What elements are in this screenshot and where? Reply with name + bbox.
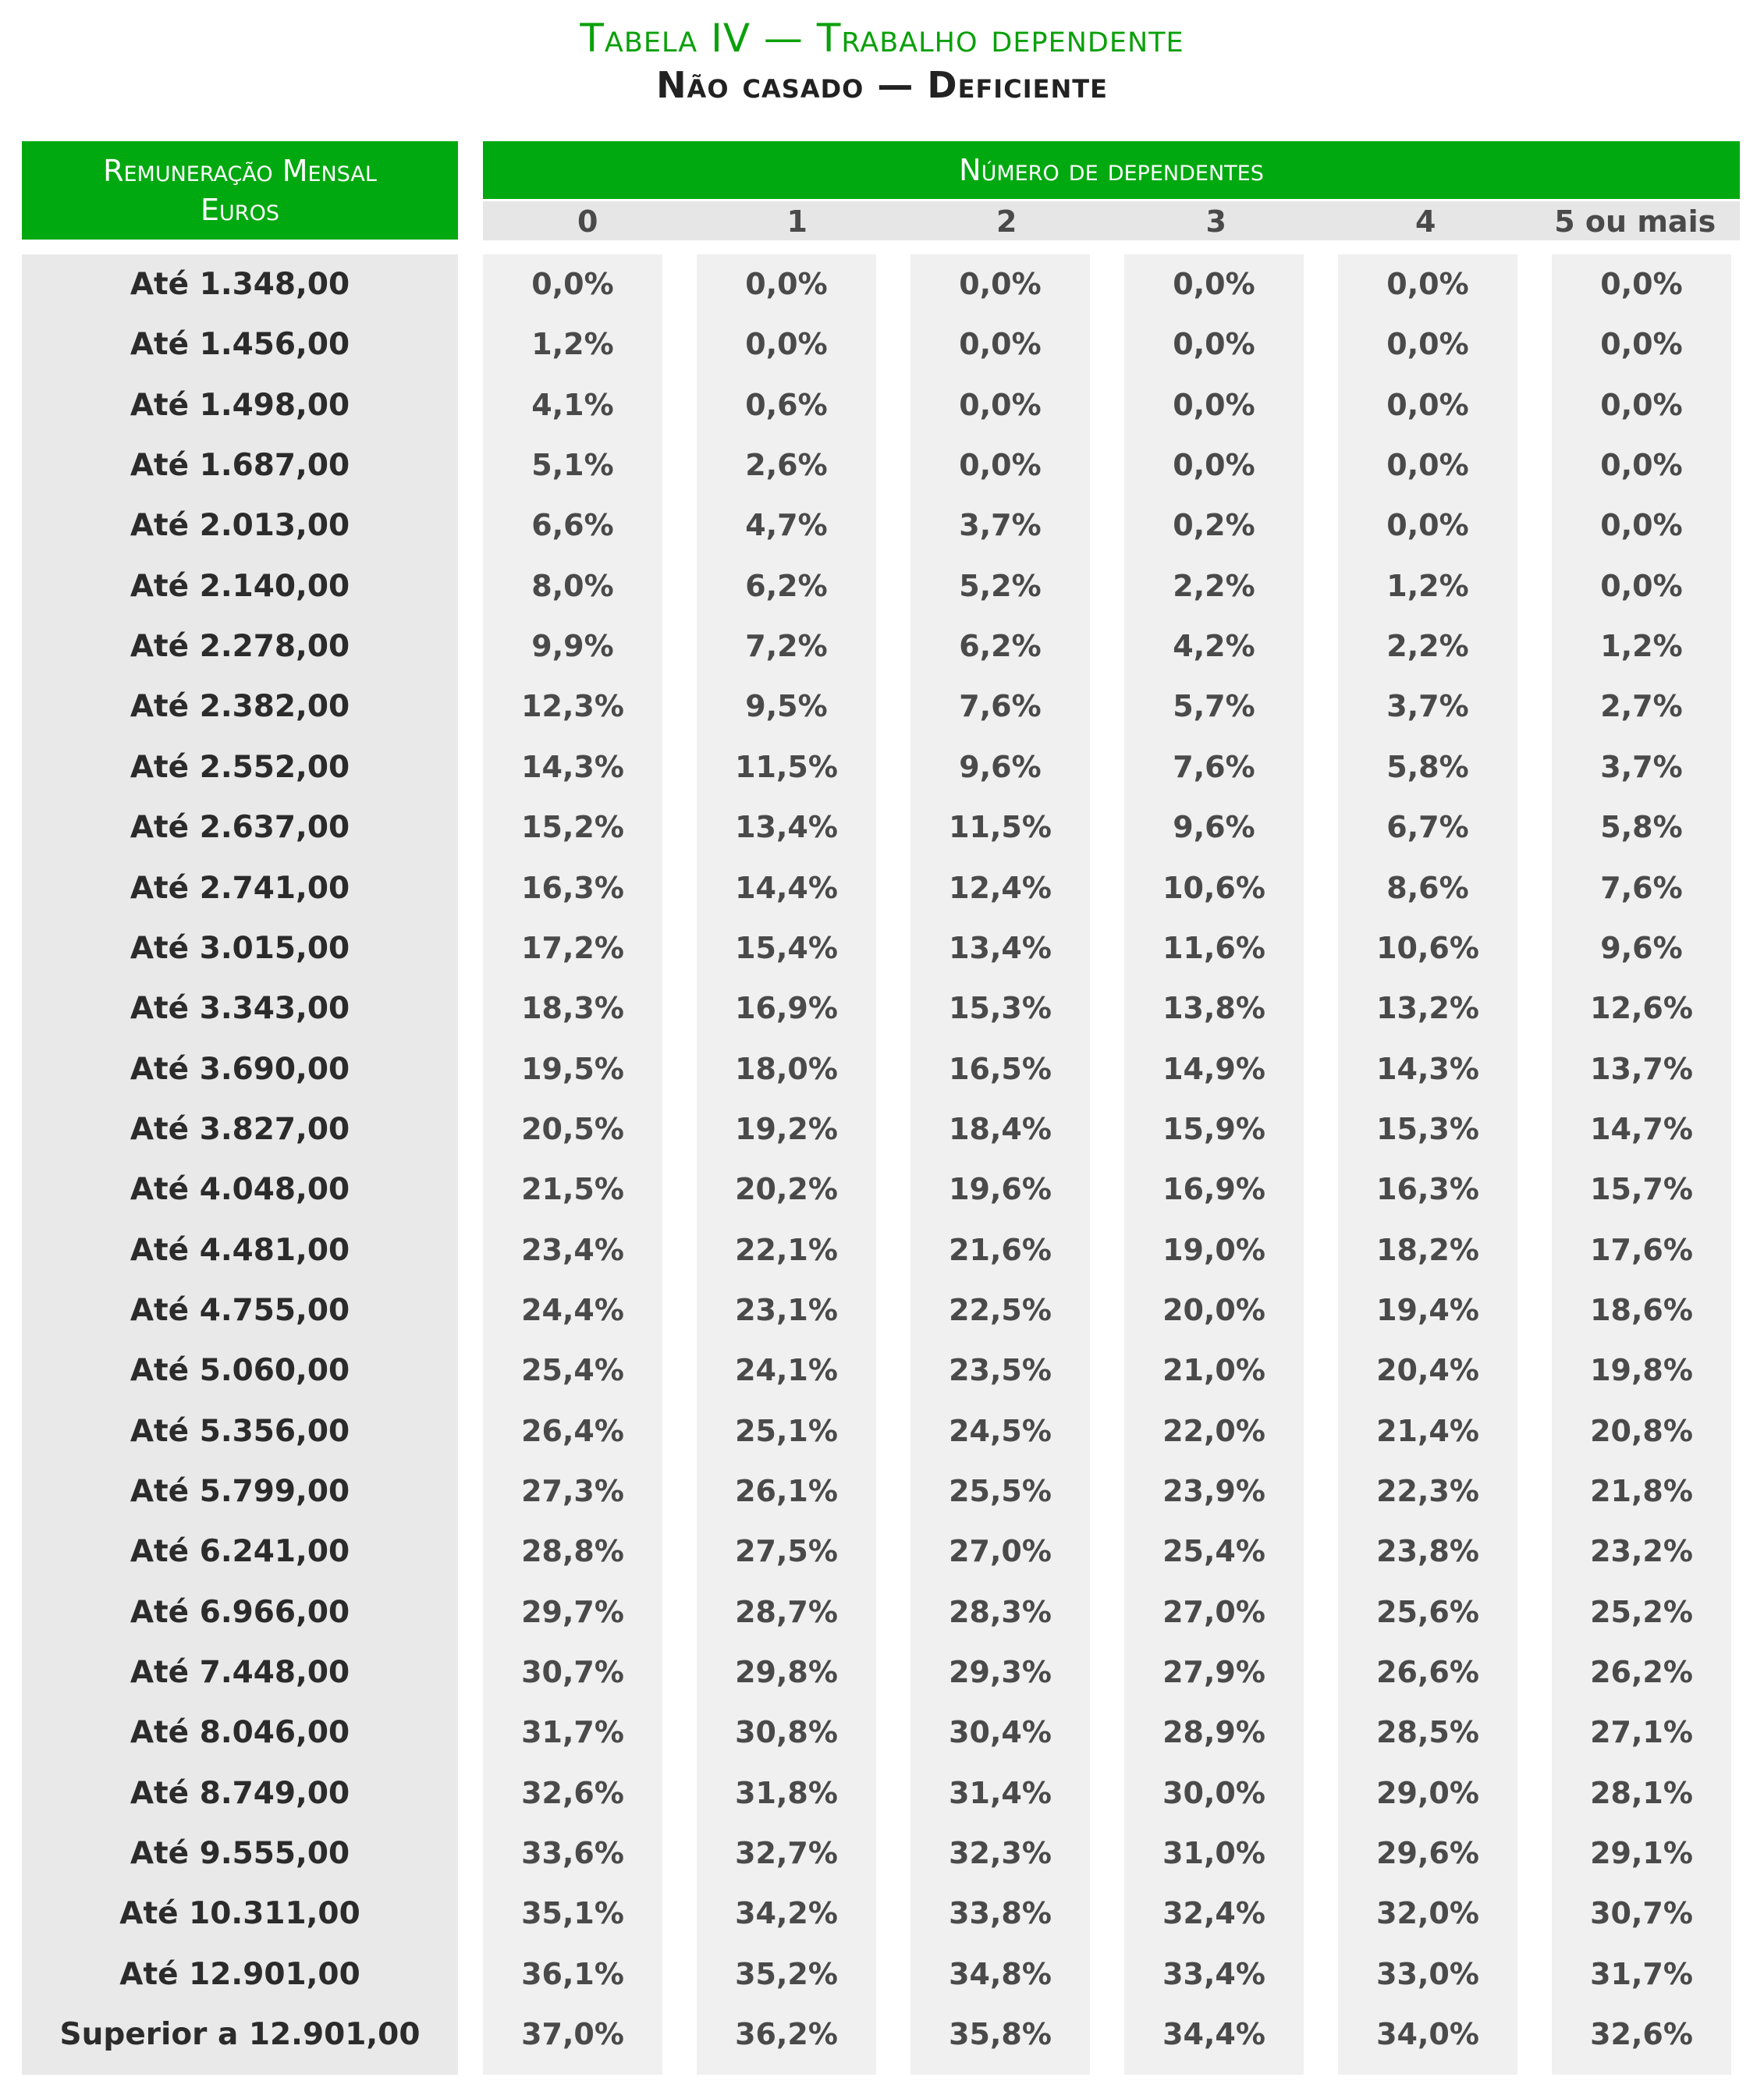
- rate-cell: 24,1%: [735, 1353, 838, 1388]
- rate-cell: 16,9%: [1162, 1172, 1265, 1207]
- row-label: Até 2.382,00: [130, 689, 350, 725]
- rate-cell: 0,0%: [1386, 448, 1469, 483]
- rate-cell: 14,3%: [521, 749, 624, 784]
- rate-cell: 32,6%: [1590, 2017, 1693, 2052]
- row-label: Até 4.048,00: [130, 1172, 350, 1208]
- rate-cell: 26,4%: [521, 1413, 624, 1448]
- rate-cell: 5,8%: [1386, 749, 1469, 784]
- rate-cell: 31,4%: [949, 1775, 1052, 1810]
- rate-cell: 4,7%: [745, 508, 828, 543]
- rate-cell: 0,0%: [531, 267, 614, 301]
- rate-cell: 30,4%: [949, 1715, 1052, 1750]
- rate-cell: 0,0%: [1173, 448, 1255, 483]
- rate-cell: 32,4%: [1162, 1896, 1265, 1931]
- rate-cell: 28,5%: [1376, 1715, 1479, 1750]
- rate-cell: 6,7%: [1386, 810, 1469, 845]
- rate-cell: 2,2%: [1173, 568, 1255, 603]
- row-label: Até 6.966,00: [130, 1594, 350, 1630]
- rate-cell: 16,3%: [1376, 1172, 1479, 1207]
- rate-cell: 35,2%: [735, 1956, 838, 1991]
- rate-cell: 33,4%: [1162, 1956, 1265, 1991]
- rate-cell: 16,5%: [949, 1051, 1052, 1086]
- rate-cell: 1,2%: [531, 327, 614, 362]
- rate-cell: 0,0%: [1386, 267, 1469, 301]
- rate-cell: 14,7%: [1590, 1111, 1693, 1146]
- rate-cell: 27,3%: [521, 1474, 624, 1508]
- rate-cell: 31,7%: [521, 1715, 624, 1750]
- rate-cell: 25,4%: [1162, 1534, 1265, 1569]
- rate-cell: 10,6%: [1376, 930, 1479, 965]
- row-label: Até 7.448,00: [130, 1655, 350, 1691]
- row-label: Até 5.356,00: [130, 1413, 350, 1449]
- rate-cell: 34,2%: [735, 1896, 838, 1931]
- rate-cell: 25,5%: [949, 1474, 1052, 1508]
- rate-cell: 5,7%: [1173, 689, 1255, 724]
- rate-cell: 28,9%: [1162, 1715, 1265, 1750]
- rate-cell: 23,4%: [521, 1232, 624, 1267]
- rate-cell: 25,4%: [521, 1353, 624, 1388]
- rate-cell: 33,8%: [949, 1896, 1052, 1931]
- row-label: Até 5.799,00: [130, 1474, 350, 1509]
- row-label: Até 2.741,00: [130, 870, 350, 906]
- rate-cell: 20,2%: [735, 1172, 838, 1207]
- rate-cell: 12,3%: [521, 689, 624, 724]
- rate-cell: 5,2%: [959, 568, 1042, 603]
- rate-cell: 0,0%: [745, 327, 828, 362]
- rate-cell: 35,8%: [949, 2017, 1052, 2052]
- rate-cell: 0,0%: [959, 327, 1042, 362]
- rate-cell: 0,0%: [1600, 387, 1683, 422]
- rate-cell: 26,6%: [1376, 1655, 1479, 1690]
- row-label: Até 10.311,00: [119, 1896, 360, 1932]
- rate-cell: 20,4%: [1376, 1353, 1479, 1388]
- rate-cell: 8,0%: [531, 568, 614, 603]
- rate-cell: 27,5%: [735, 1534, 838, 1569]
- rate-cell: 4,2%: [1173, 629, 1255, 664]
- rate-cell: 9,6%: [1600, 930, 1683, 965]
- rate-cell: 33,6%: [521, 1836, 624, 1871]
- rate-cell: 0,0%: [1600, 267, 1683, 301]
- rate-cell: 12,4%: [949, 870, 1052, 905]
- rate-cell: 3,7%: [1386, 689, 1469, 724]
- rate-cell: 21,8%: [1590, 1474, 1693, 1508]
- rate-cell: 21,6%: [949, 1232, 1052, 1267]
- row-label: Superior a 12.901,00: [59, 2017, 421, 2053]
- rate-cell: 32,3%: [949, 1836, 1052, 1871]
- rate-cell: 7,6%: [1600, 870, 1683, 905]
- rate-cell: 23,9%: [1162, 1474, 1265, 1508]
- dependents-col-4: 4: [1415, 204, 1436, 239]
- rate-cell: 7,6%: [1173, 749, 1255, 784]
- row-label: Até 5.060,00: [130, 1353, 350, 1389]
- row-label: Até 8.046,00: [130, 1715, 350, 1751]
- header-remuneration: [22, 141, 458, 240]
- row-label: Até 2.552,00: [130, 749, 350, 785]
- rate-cell: 30,7%: [1590, 1896, 1693, 1931]
- rate-cell: 13,4%: [735, 810, 838, 845]
- rate-cell: 9,6%: [1173, 810, 1255, 845]
- rate-cell: 6,2%: [745, 568, 828, 603]
- rate-cell: 0,0%: [1600, 448, 1683, 483]
- rate-cell: 28,1%: [1590, 1775, 1693, 1810]
- row-label: Até 4.755,00: [130, 1292, 350, 1328]
- row-label: Até 1.498,00: [130, 387, 350, 423]
- rate-cell: 11,5%: [949, 810, 1052, 845]
- rate-cell: 29,8%: [735, 1655, 838, 1690]
- rate-cell: 20,5%: [521, 1111, 624, 1146]
- rate-cell: 29,6%: [1376, 1836, 1479, 1871]
- rate-cell: 32,6%: [521, 1775, 624, 1810]
- rate-cell: 18,3%: [521, 991, 624, 1026]
- rate-cell: 10,6%: [1162, 870, 1265, 905]
- rate-cell: 0,0%: [1600, 327, 1683, 362]
- rate-cell: 31,7%: [1590, 1956, 1693, 1991]
- row-label: Até 2.637,00: [130, 810, 350, 846]
- rate-cell: 14,4%: [735, 870, 838, 905]
- rate-cell: 26,1%: [735, 1474, 838, 1508]
- rate-cell: 2,2%: [1386, 629, 1469, 664]
- rate-cell: 6,2%: [959, 629, 1042, 664]
- dependents-subheader: [483, 201, 1740, 240]
- rate-cell: 6,6%: [531, 508, 614, 543]
- row-label: Até 1.348,00: [130, 267, 350, 302]
- rate-cell: 17,2%: [521, 930, 624, 965]
- header-dependents: Número de dependentes: [483, 141, 1740, 199]
- rate-cell: 15,3%: [949, 991, 1052, 1026]
- rate-cell: 15,9%: [1162, 1111, 1265, 1146]
- rate-cell: 18,4%: [949, 1111, 1052, 1146]
- row-label: Até 2.140,00: [130, 568, 350, 604]
- rate-cell: 0,0%: [1386, 508, 1469, 543]
- rate-cell: 0,6%: [745, 387, 828, 422]
- rate-cell: 34,0%: [1376, 2017, 1479, 2052]
- rate-cell: 29,0%: [1376, 1775, 1479, 1810]
- rate-cell: 19,5%: [521, 1051, 624, 1086]
- header-remuneration-line1: Remuneração Mensal: [103, 154, 377, 188]
- row-label: Até 3.343,00: [130, 991, 350, 1027]
- rate-cell: 1,2%: [1600, 629, 1683, 664]
- rate-cell: 5,1%: [531, 448, 614, 483]
- row-label: Até 1.687,00: [130, 448, 350, 484]
- table-subtitle: Não casado — Deficiente: [656, 64, 1108, 106]
- rate-cell: 9,6%: [959, 749, 1042, 784]
- rate-cell: 0,0%: [959, 267, 1042, 301]
- rate-cell: 15,4%: [735, 930, 838, 965]
- dependents-col-2: 2: [996, 204, 1017, 239]
- rate-cell: 18,6%: [1590, 1292, 1693, 1327]
- rate-cell: 0,0%: [1173, 387, 1255, 422]
- row-label: Até 2.013,00: [130, 508, 350, 544]
- rate-cell: 30,7%: [521, 1655, 624, 1690]
- rate-cell: 31,8%: [735, 1775, 838, 1810]
- rate-cell: 7,6%: [959, 689, 1042, 724]
- rate-cell: 20,0%: [1162, 1292, 1265, 1327]
- rate-cell: 27,1%: [1590, 1715, 1693, 1750]
- row-label: Até 4.481,00: [130, 1232, 350, 1268]
- rate-cell: 34,4%: [1162, 2017, 1265, 2052]
- rate-cell: 15,3%: [1376, 1111, 1479, 1146]
- rate-cell: 19,8%: [1590, 1353, 1693, 1388]
- rate-cell: 2,7%: [1600, 689, 1683, 724]
- rate-cell: 9,5%: [745, 689, 828, 724]
- rate-cell: 21,5%: [521, 1172, 624, 1207]
- rate-cell: 28,3%: [949, 1594, 1052, 1629]
- rate-cell: 0,0%: [959, 448, 1042, 483]
- rate-cell: 22,0%: [1162, 1413, 1265, 1448]
- rate-cell: 27,0%: [949, 1534, 1052, 1569]
- rate-cell: 0,0%: [745, 267, 828, 301]
- rate-cell: 29,3%: [949, 1655, 1052, 1690]
- row-label: Até 2.278,00: [130, 629, 350, 665]
- rate-cell: 13,2%: [1376, 991, 1479, 1026]
- row-label: Até 3.690,00: [130, 1051, 350, 1087]
- rate-cell: 27,0%: [1162, 1594, 1265, 1629]
- rate-cell: 22,3%: [1376, 1474, 1479, 1508]
- rate-cell: 23,8%: [1376, 1534, 1479, 1569]
- rate-cell: 25,6%: [1376, 1594, 1479, 1629]
- rate-cell: 32,7%: [735, 1836, 838, 1871]
- rate-cell: 19,0%: [1162, 1232, 1265, 1267]
- rate-cell: 22,5%: [949, 1292, 1052, 1327]
- rate-cell: 36,2%: [735, 2017, 838, 2052]
- rate-cell: 24,4%: [521, 1292, 624, 1327]
- rate-cell: 2,6%: [745, 448, 828, 483]
- rate-cell: 29,7%: [521, 1594, 624, 1629]
- rate-cell: 17,6%: [1590, 1232, 1693, 1267]
- rate-cell: 0,0%: [1173, 327, 1255, 362]
- rate-cell: 15,7%: [1590, 1172, 1693, 1207]
- row-label: Até 8.749,00: [130, 1775, 350, 1811]
- rate-cell: 34,8%: [949, 1956, 1052, 1991]
- row-label: Até 3.015,00: [130, 930, 350, 966]
- rate-cell: 0,0%: [1600, 508, 1683, 543]
- rate-cell: 24,5%: [949, 1413, 1052, 1448]
- dependents-col-0: 0: [577, 204, 598, 239]
- rate-cell: 25,1%: [735, 1413, 838, 1448]
- rate-cell: 23,1%: [735, 1292, 838, 1327]
- rate-cell: 15,2%: [521, 810, 624, 845]
- rate-cell: 9,9%: [531, 629, 614, 664]
- rate-cell: 3,7%: [1600, 749, 1683, 784]
- rate-cell: 8,6%: [1386, 870, 1469, 905]
- rate-cell: 19,2%: [735, 1111, 838, 1146]
- rate-cell: 0,2%: [1173, 508, 1255, 543]
- rate-cell: 13,8%: [1162, 991, 1265, 1026]
- rate-cell: 20,8%: [1590, 1413, 1693, 1448]
- dependents-col-5: 5 ou mais: [1554, 204, 1716, 239]
- rate-cell: 14,3%: [1376, 1051, 1479, 1086]
- rate-cell: 25,2%: [1590, 1594, 1693, 1629]
- rate-cell: 0,0%: [1600, 568, 1683, 603]
- rate-cell: 37,0%: [521, 2017, 624, 2052]
- rate-cell: 23,5%: [949, 1353, 1052, 1388]
- rate-cell: 21,4%: [1376, 1413, 1479, 1448]
- rate-cell: 16,3%: [521, 870, 624, 905]
- rate-cell: 16,9%: [735, 991, 838, 1026]
- dependents-col-1: 1: [786, 204, 807, 239]
- rate-cell: 21,0%: [1162, 1353, 1265, 1388]
- rate-cell: 19,4%: [1376, 1292, 1479, 1327]
- rate-cell: 33,0%: [1376, 1956, 1479, 1991]
- rate-cell: 12,6%: [1590, 991, 1693, 1026]
- dependents-col-3: 3: [1205, 204, 1226, 239]
- rate-cell: 7,2%: [745, 629, 828, 664]
- header-remuneration-line2: Euros: [201, 193, 279, 227]
- rate-cell: 28,7%: [735, 1594, 838, 1629]
- row-label: Até 9.555,00: [130, 1836, 350, 1872]
- rate-cell: 0,0%: [1173, 267, 1255, 301]
- rate-cell: 18,2%: [1376, 1232, 1479, 1267]
- row-label: Até 1.456,00: [130, 327, 350, 363]
- row-label: Até 6.241,00: [130, 1534, 350, 1570]
- rate-cell: 30,8%: [735, 1715, 838, 1750]
- rate-cell: 30,0%: [1162, 1775, 1265, 1810]
- rate-cell: 11,5%: [735, 749, 838, 784]
- table-title: Tabela IV — Trabalho dependente: [580, 16, 1184, 61]
- rate-cell: 13,4%: [949, 930, 1052, 965]
- rate-cell: 4,1%: [531, 387, 614, 422]
- rate-cell: 11,6%: [1162, 930, 1265, 965]
- rate-cell: 22,1%: [735, 1232, 838, 1267]
- rate-cell: 29,1%: [1590, 1836, 1693, 1871]
- rate-cell: 32,0%: [1376, 1896, 1479, 1931]
- rate-cell: 19,6%: [949, 1172, 1052, 1207]
- rate-cell: 26,2%: [1590, 1655, 1693, 1690]
- row-label: Até 12.901,00: [119, 1956, 360, 1992]
- rate-cell: 5,8%: [1600, 810, 1683, 845]
- rate-cell: 3,7%: [959, 508, 1042, 543]
- rate-cell: 0,0%: [1386, 327, 1469, 362]
- rate-cell: 1,2%: [1386, 568, 1469, 603]
- rate-cell: 0,0%: [959, 387, 1042, 422]
- rate-cell: 35,1%: [521, 1896, 624, 1931]
- rate-cell: 14,9%: [1162, 1051, 1265, 1086]
- rate-cell: 13,7%: [1590, 1051, 1693, 1086]
- rate-cell: 36,1%: [521, 1956, 624, 1991]
- row-label: Até 3.827,00: [130, 1111, 350, 1147]
- rate-cell: 28,8%: [521, 1534, 624, 1569]
- rate-cell: 0,0%: [1386, 387, 1469, 422]
- rate-cell: 31,0%: [1162, 1836, 1265, 1871]
- rate-cell: 23,2%: [1590, 1534, 1693, 1569]
- rate-cell: 27,9%: [1162, 1655, 1265, 1690]
- rate-cell: 18,0%: [735, 1051, 838, 1086]
